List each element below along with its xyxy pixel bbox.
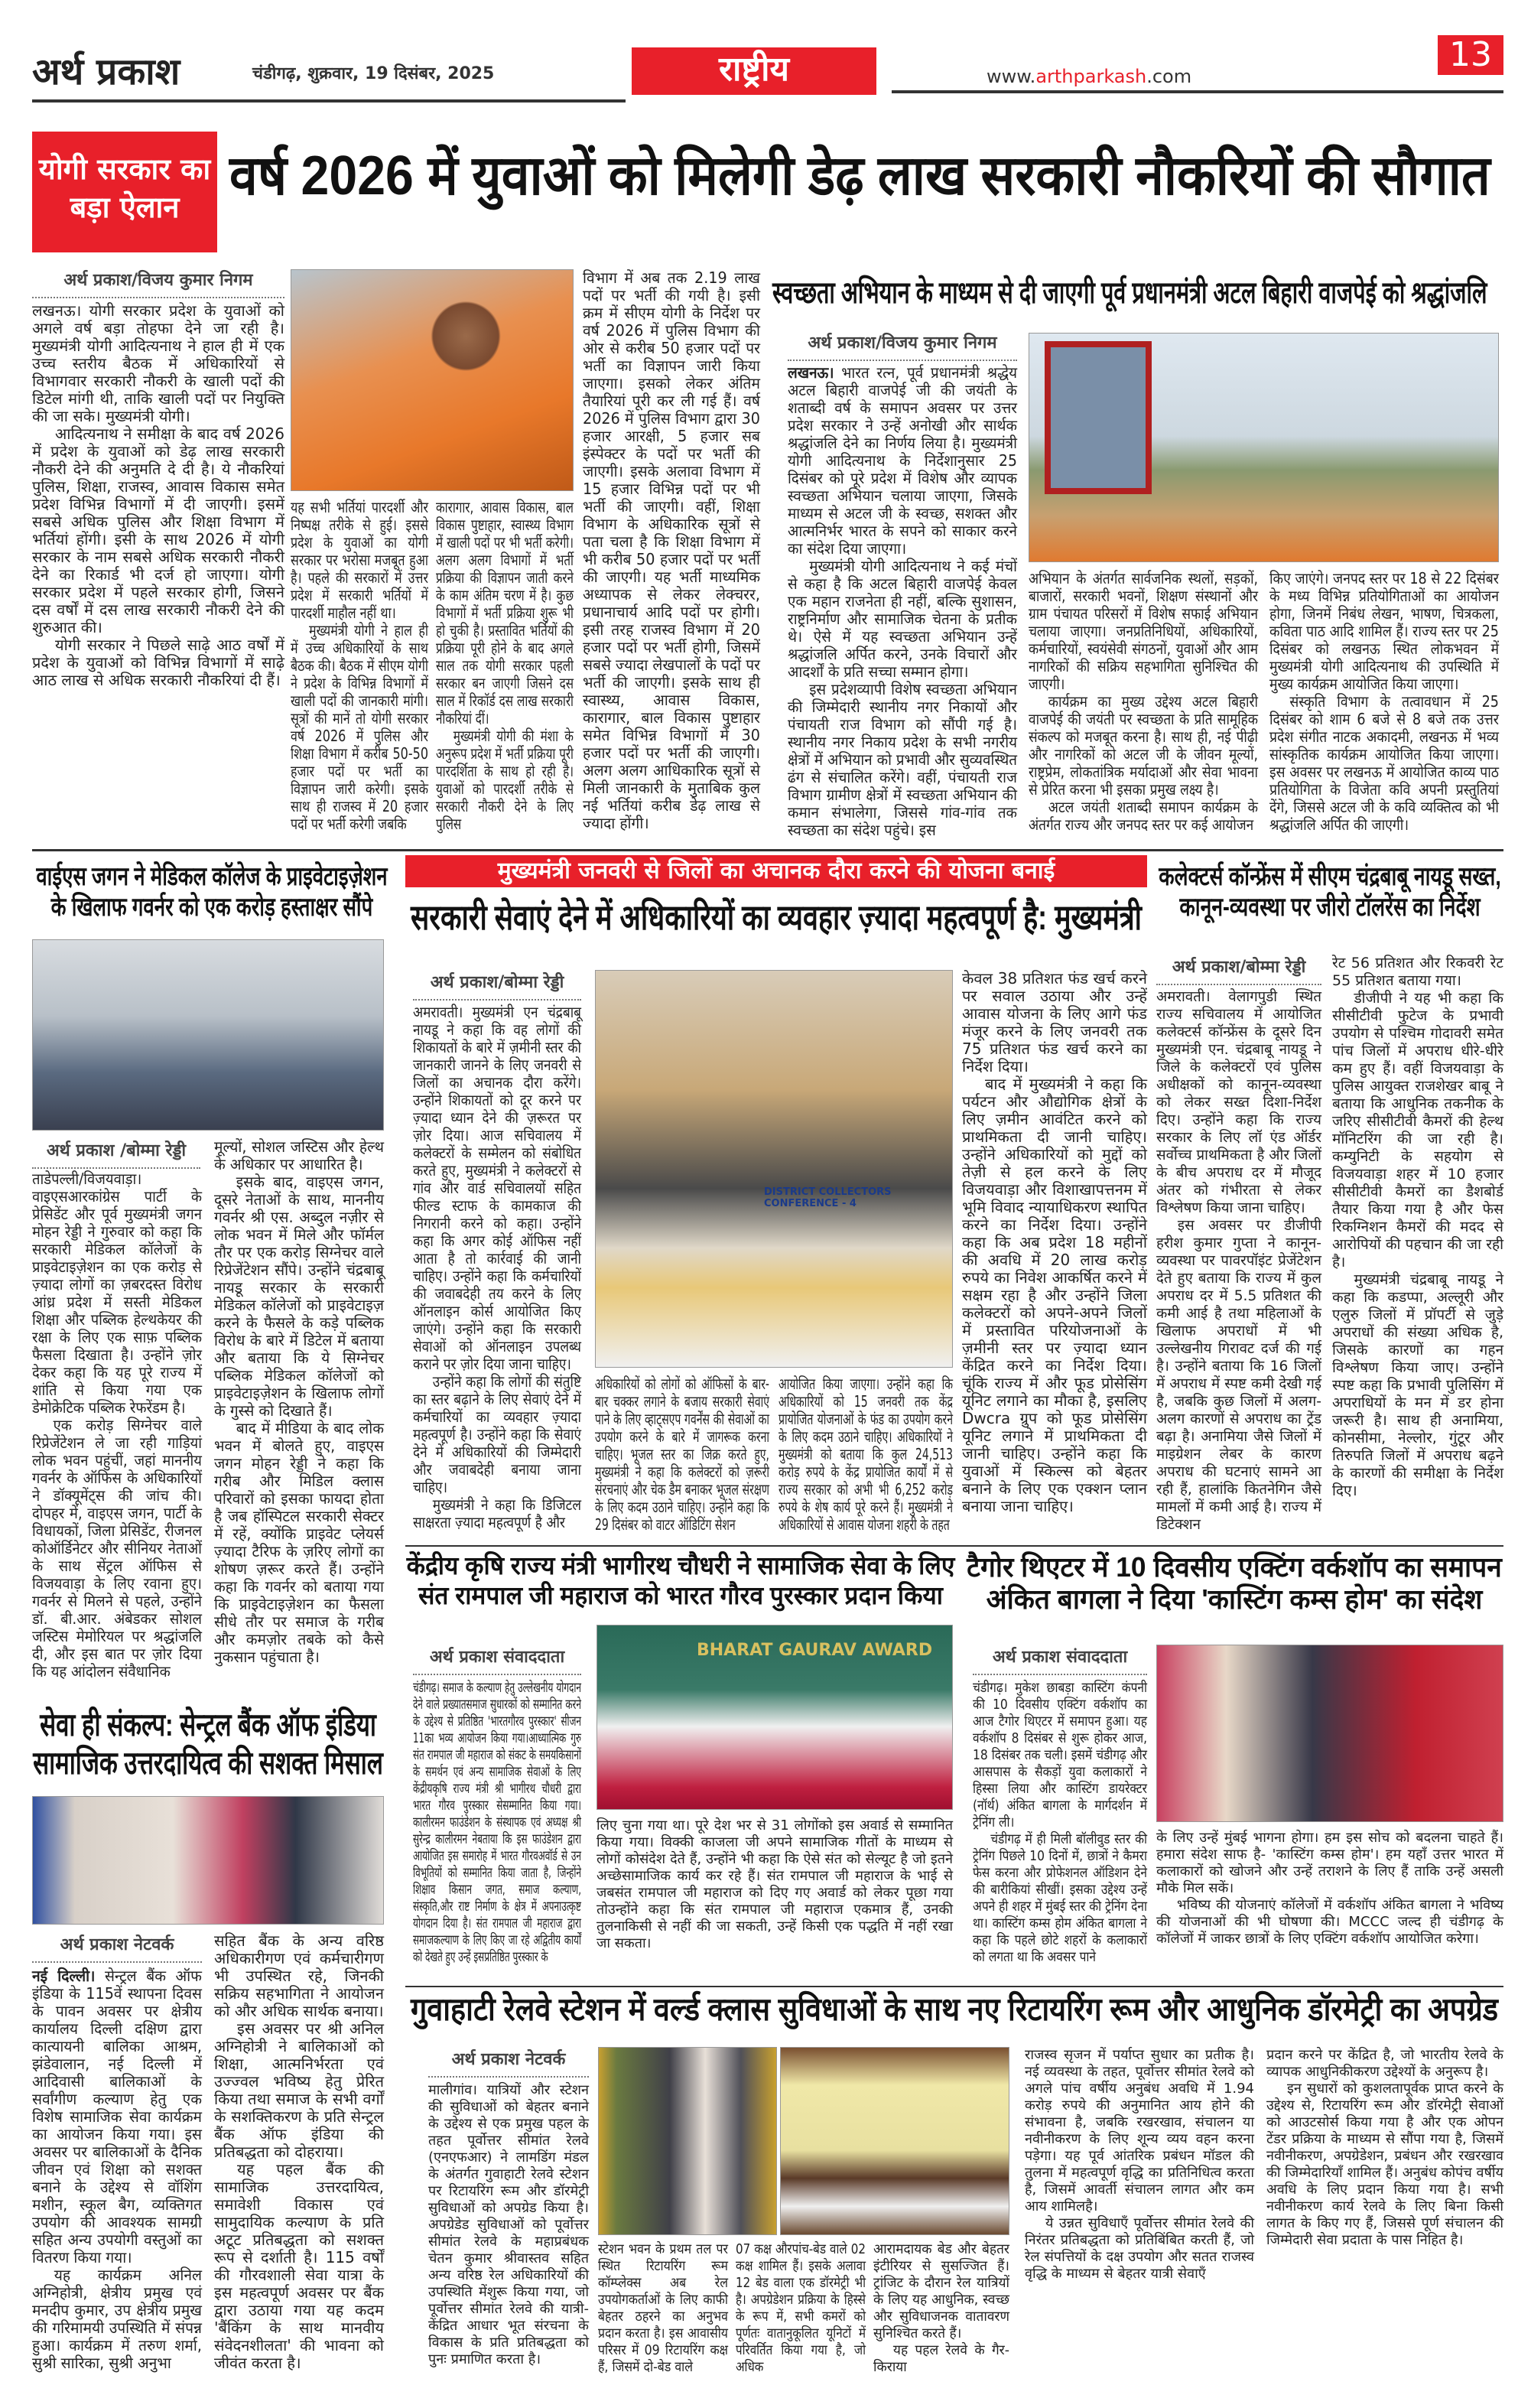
paragraph: लखनऊ। योगी सरकार प्रदेश के युवाओं को अगले वर्ष बड़ा तोहफा देने जा रही है। मुख्यमंत्री योगी आदित्यनाथ ने हाल ही में एक उच्च स्तरीय बैठक में अधिकारियों से विभागवार सरकारी नौकरी के खाली पदों की डिटेल मांगी थी, ताकि खाली पदों पर नियुक्ति की जा सके। मुख्यमंत्री योगी।	[32, 301, 284, 425]
lower-divider	[405, 1545, 1503, 1547]
paragraph: मुख्यमंत्री ने कहा कि डिजिटल साक्षरता ज़्यादा महत्वपूर्ण है और	[413, 1495, 581, 1531]
atal-byline: अर्थ प्रकाश/विजय कुमार निगम	[788, 330, 1017, 361]
naidu-headline: सरकारी सेवाएं देने में अधिकारियों का व्यवहार ज़्यादा महत्वपूर्ण है: मुख्यमंत्री	[411, 897, 1142, 937]
workshop-photo	[1156, 1645, 1503, 1822]
paragraph: इस अवसर पर श्री अनिल अग्निहोत्री ने बालिकाओं को शिक्षा, आत्मनिर्भरता एवं उज्ज्वल भविष्य हेतु प्रेरित किया तथा समाज के सभी वर्गों के सशक्तिकरण के प्रति सेन्ट्रल बैंक ऑफ इंडिया की प्रतिबद्धता को दोहराया।	[214, 2019, 384, 2161]
url-brand: arthparkash	[1035, 66, 1147, 87]
page-number: 13	[1438, 35, 1503, 75]
paragraph: बाद में मुख्यमंत्री ने कहा कि पर्यटन और औद्योगिक क्षेत्रों के लिए ज़मीन आवंटित करने को प्राथमिकता दी जानी चाहिए। उन्होंने अधिकारियों को मुद्दों को तेज़ी से हल करने के लिए विजयवाड़ा और विशाखापत्तनम में भूमि विवाद न्यायाधिकरण स्थापित करने का निर्देश दिया। उन्होंने कहा कि अब प्रदेश 18 महीनों की अवधि में 20 लाख करोड़ रुपये का निवेश आकर्षित करने में सक्षम रहा है और उन्होंने जिला कलेक्टरों को अपने-अपने जिलों में प्रस्तावित परियोजनाओं के ज़मीनी स्तर पर ज़्यादा ध्यान केंद्रित करने का निर्देश दिया। चूंकि राज्य में और फूड प्रोसेसिंग यूनिट लगाने का मौका है, इसलिए Dwcra ग्रुप को फूड प्रोसेसिंग यूनिट लगाने में प्राथमिकता दी जानी चाहिए। उन्होंने कहा कि युवाओं में स्किल्स को बेहतर बनाने के लिए एक एक्शन प्लान बनाया जाना चाहिए।	[962, 1075, 1147, 1515]
paragraph: चंडीगढ़ में ही मिली बॉलीवुड स्तर की ट्रेनिंग पिछले 10 दिनों में, छात्रों ने कैमरा फेस करना और प्रोफेशनल ऑडिशन देने की बारीकियां सीखीं। इसका उद्देश्य उन्हें अपने ही शहर में मुंबई स्तर की ट्रेनिंग देना था। कास्टिंग कम्स होम अंकित बागला ने कहा कि पहले छोटे शहरों के कलाकारों को लगता था कि अवसर पाने	[973, 1831, 1147, 1965]
paragraph: आयोजित किया जाएगा। उन्होंने कहा कि अधिकारियों को 15 जनवरी तक केंद्र प्रायोजित योजनाओं के फंड का उपयोग करने के लिए कदम उठाने चाहिए। अधिकारियों ने मुख्यमंत्री को बताया कि कुल 24,513 करोड़ रुपये के केंद्र प्रायोजित कार्यों में से राज्य सरकार को अभी भी 6,252 करोड़ रुपये के शेष कार्य पूरे करने हैं। मुख्यमंत्री ने अधिकारियों से आवास योजना शहरी के तहत	[779, 1375, 953, 1534]
header-rule-right	[892, 90, 1503, 93]
paragraph-text: भारत रत्न, पूर्व प्रधानमंत्री श्रद्धेय अटल बिहारी वाजपेई जी की जयंती के शताब्दी वर्ष के समापन अवसर पर उत्तर प्रदेश सरकार ने उन्हें अनोखी और सार्थक श्रद्धांजलि देने का निर्णय लिया है। मुख्यमंत्री योगी आदित्यनाथ के निर्देशानुसार 25 दिसंबर को पूरे प्रदेश में विशेष और व्यापक स्वच्छता अभियान चलाया जाएगा, जिसके माध्यम से अटल जी के स्वच्छ, सशक्त और आत्मनिर्भर भारत के सपने को साकार करने का संदेश दिया जाएगा।	[788, 363, 1017, 558]
naidu-column-2	[595, 1375, 769, 1539]
atal-tribute-photo	[1029, 333, 1499, 562]
lead-label: योगी सरकार का बड़ा ऐलान	[32, 132, 217, 252]
krishi-headline: केंद्रीय कृषि राज्य मंत्री भागीरथ चौधरी ने सामाजिक सेवा के लिए संत रामपाल जी महाराज को भारत गौरव पुरस्कार प्रदान किया	[406, 1551, 955, 1609]
jagan-column-1	[32, 1170, 202, 1690]
naidu-column-4	[962, 970, 1147, 1539]
paragraph: मुख्यमंत्री योगी आदित्यनाथ ने कई मंचों से कहा है कि अटल बिहारी वाजपेई केवल एक महान राजनेता ही नहीं, बल्कि सुशासन, राष्ट्रनिर्माण और सामाजिक चेतना के प्रतीक थे। ऐसे में यह स्वच्छता अभियान उन्हें श्रद्धांजलि अर्पित करने, उनके विचारों और आदर्शों के प्रति सच्चा सम्मान होगा।	[788, 557, 1017, 681]
paragraph: इस अवसर पर डीजीपी हरीश कुमार गुप्ता ने कानून-व्यवस्था पर पावरपॉइंट प्रेजेंटेशन देते हुए बताया कि राज्य में कुल अपराध दर में 5.5 प्रतिशत की कमी आई है तथा महिलाओं के खिलाफ अपराधों में भी उल्लेखनीय गिरावट दर्ज की गई है। उन्होंने बताया कि 16 जिलों में अपराध में स्पष्ट कमी देखी गई है, जबकि कुछ जिलों में अलग-अलग कारणों से अपराध का ट्रेंड बढ़ा है। अनामिया जैसे जिलों में माइग्रेशन लेबर के कारण अपराध की घटनाएं सामने आ रही हैं, हालांकि कितनेगिन जैसे मामलों में कमी आई है। राज्य में डिटेक्शन	[1156, 1217, 1321, 1533]
collectors-byline: अर्थ प्रकाश/बोम्मा रेड्डी	[1156, 955, 1321, 985]
award-photo	[596, 1625, 953, 1810]
bank-photo	[32, 1796, 384, 1925]
railway-column-4	[873, 2241, 1009, 2380]
section-divider	[32, 849, 1503, 851]
paragraph: यह पहल रेलवे के गैर-किराया	[873, 2342, 1009, 2375]
photo-banner: DISTRICT COLLECTORS CONFERENCE - 4	[764, 1186, 892, 1209]
paragraph: कारागार, आवास विकास, बाल विकास पुष्टाहार, स्वास्थ्य विभाग में खाली पदों पर भी भर्ती करेगी। अलग अलग विभागों में भर्ती प्रक्रिया की विज्ञापन जाती करने के काम अंतिम चरण में है। कुछ विभागों में भर्ती प्रक्रिया शुरू भी हो चुकी है। प्रस्तावित भर्तियों की प्रक्रिया पूरी होने के बाद अगले साल तक योगी सरकार पहली सरकार बन जाएगी जिसने दस साल में रिकॉर्ड दस लाख सरकारी नौकरियां दीं।	[436, 498, 574, 727]
tagore-byline: अर्थ प्रकाश संवाददाता	[973, 1645, 1147, 1675]
jagan-headline: वाईएस जगन ने मेडिकल कॉलेज के प्राइवेटाइज़ेशन के खिलाफ गवर्नर को एक करोड़ हस्ताक्षर सौंपे	[36, 862, 388, 923]
paragraph: मुख्यमंत्री योगी की मंशा के अनुरूप प्रदेश में भर्ती प्रक्रिया पूरी पारदर्शिता के साथ हो रही है। युवाओं को पारदर्शी तरीके से सरकारी नौकरी देने के लिए पुलिस	[436, 727, 574, 833]
bank-column-2	[214, 1932, 384, 2380]
masthead-logo: अर्थ प्रकाश	[32, 50, 180, 93]
paragraph-text: सेन्ट्रल बैंक ऑफ इंडिया के 115वें स्थापना दिवस के पावन अवसर पर क्षेत्रीय कार्यालय दिल्ली दक्षिण द्वारा कात्यायनी बालिका आश्रम, झंडेवालान, नई दिल्ली में आदिवासी बालिकाओं के सर्वांगीण कल्याण हेतु एक विशेष सामाजिक सेवा कार्यक्रम का आयोजन किया गया। इस अवसर पर बालिकाओं के दैनिक जीवन एवं शिक्षा को सशक्त बनाने के उद्देश्य से वॉशिंग मशीन, स्कूल बैग, व्यक्तिगत उपयोग की आवश्यक सामग्री सहित अन्य उपयोगी वस्तुओं का वितरण किया गया।	[32, 1967, 202, 2266]
paragraph: मुख्यमंत्री योगी ने हाल ही में उच्च अधिकारियों के साथ बैठक की। बैठक में सीएम योगी ने प्रदेश के विभिन्न विभागों में खाली पदों की जानकारी मांगी। सूत्रों की मानें तो योगी सरकार वर्ष 2026 में पुलिस और शिक्षा विभाग में करीब 50-50 हजार पदों पर भर्ती का विज्ञापन जारी करेगी। इसके साथ ही राजस्व में 20 हजार पदों पर भर्ती करेगी जबकि	[291, 621, 428, 833]
lead-column-2	[291, 499, 428, 843]
lead-column-3	[436, 499, 574, 843]
railway-column-1	[428, 2082, 589, 2380]
dormitory-photo	[780, 2047, 1009, 2235]
atal-column-3	[1269, 570, 1499, 843]
paragraph: अधिकारियों को लोगों को ऑफिसों के बार-बार चक्कर लगाने के बजाय सरकारी सेवाएं पाने के लिए व्हाट्सएप गवर्नेंस की सेवाओं का उपयोग करने के बारे में जागरूक करना चाहिए। भूजल स्तर का जिक्र करते हुए, मुख्यमंत्री ने कहा कि कलेक्टरों को ज़रूरी संरचनाएं और चेक डैम बनाकर भूजल संरक्षण के लिए कदम उठाने चाहिए। उन्होंने कहा कि 29 दिसंबर को वाटर ऑडिटिंग सेशन	[595, 1375, 769, 1534]
paragraph: इन सुधारों को कुशलतापूर्वक प्राप्त करने के उद्देश्य से, रिटायरिंग रूम और डॉरमेट्री सेवाओं को आउटसोर्स किया गया है और एक ओपन टेंडर प्रक्रिया के माध्यम से सौंपा गया है, जिसमें नवीनीकरण, अपग्रेडेशन, प्रबंधन और रखरखाव की जिम्मेदारियाँ शामिल हैं। अनुबंध कोपंच वर्षीय अवधि के लिए प्रदान किया गया है। सभी नवीनीकरण कार्य रेलवे के लिए बिना किसी लागत के किए गए हैं, जिससे पूर्ण संचालन की जिम्मेदारी सेवा प्रदाता के पास निहित है।	[1266, 2081, 1503, 2248]
railway-byline: अर्थ प्रकाश नेटवर्क	[428, 2047, 589, 2078]
krishi-column-1	[413, 1680, 581, 1980]
paragraph: यह कार्यक्रम अनिल अग्निहोत्री, क्षेत्रीय प्रमुख एवं मनदीप कुमार, उप क्षेत्रीय प्रमुख की गरिमामयी उपस्थिति में संपन्न हुआ। कार्यक्रम में तरुण शर्मा, सुश्री सारिका, सुश्री अनुभा	[32, 2266, 202, 2372]
header-rule-left	[32, 99, 626, 103]
paragraph: प्रदान करने पर केंद्रित है, जो भारतीय रेलवे के व्यापक आधुनिकीकरण उद्देश्यों के अनुरूप है।	[1266, 2047, 1503, 2080]
paragraph: अटल जयंती शताब्दी समापन कार्यक्रम के अंतर्गत राज्य और जनपद स्तर पर कई आयोजन	[1029, 798, 1258, 834]
paragraph: अमरावती। मुख्यमंत्री एन चंद्रबाबू नायडू ने कहा कि वह लोगों की शिकायतों के बारे में ज़मीनी स्तर की जानकारी जानने के लिए जनवरी से जिलों का अचानक दौरा करेंगे। उन्होंने शिकायतों को दूर करने पर ज़्यादा ध्यान देने की ज़रूरत पर ज़ोर दिया। आज सचिवालय में कलेक्टरों के सम्मेलन को संबोधित करते हुए, मुख्यमंत्री ने कलेक्टरों से गांव और वार्ड सचिवालयों सहित फील्ड स्टाफ के कामकाज की निगरानी करने को कहा। उन्होंने कहा कि अगर कोई ऑफिस नहीं आता है तो कार्रवाई की जानी चाहिए। उन्होंने कहा कि कर्मचारियों की जवाबदेही तय करने के लिए ऑनलाइन कोर्स आयोजित किए जाएंगे। उन्होंने कहा कि सरकारी सेवाओं को ऑनलाइन उपलब्ध कराने पर ज़ोर दिया जाना चाहिए।	[413, 1003, 581, 1373]
paragraph: कार्यक्रम का मुख्य उद्देश्य अटल बिहारी वाजपेई की जयंती पर स्वच्छता के प्रति सामूहिक संकल्प को मजबूत करना है। साथ ही, नई पीढ़ी और नागरिकों को अटल जी के जीवन मूल्यों, राष्ट्रप्रेम, लोकतांत्रिक मर्यादाओं और सेवा भावना से प्रेरित करना भी इसका प्रमुख लक्ष्य है।	[1029, 692, 1258, 799]
paragraph	[32, 1967, 202, 2266]
paragraph: रेट 56 प्रतिशत और रिकवरी रेट 55 प्रतिशत बताया गया।	[1332, 955, 1503, 989]
tagore-column-2	[1156, 1830, 1503, 1980]
paragraph: विभाग में अब तक 2.19 लाख पदों पर भर्ती की गयी है। इसी क्रम में सीएम योगी के निर्देश पर वर्ष 2026 में पुलिस विभाग की ओर से करीब 50 हजार पदों पर भर्ती का विज्ञापन जारी किया जाएगा। इसको लेकर अंतिम तैयारियां पूरी कर ली गई हैं। वर्ष 2026 में पुलिस विभाग द्वारा 30 हजार आरक्षी, 5 हजार सब इंस्पेक्टर के पदों पर भर्ती की जाएगी। इसके अलावा विभाग में 15 हजार विभिन्न पदों पर भी भर्ती की जाएगी। वहीं, शिक्षा विभाग के अधिकारिक सूत्रों से पता चला है कि शिक्षा विभाग में भी करीब 50 हजार पदों पर भर्ती की जाएगी। यह भर्ती माध्यमिक अध्यापक से लेकर लेक्चरर, प्रधानाचार्य आदि पदों पर होगी। इसी तरह राजस्व विभाग में 20 हजार पदों पर भर्ती होगी, जिसमें सबसे ज्यादा लेखपालों के पदों पर भर्ती की जाएगी। इसके साथ ही स्वास्थ्य, आवास विकास, कारागार, बाल विकास पुष्टाहार समेत विभिन्न विभागों में 30 हजार पदों पर भर्ती की जाएगी। अलग अलग आधिकारिक सूत्रों से मिली जानकारी के मुताबिक कुल नई भर्तियां करीब डेढ़ लाख से ज्यादा होंगी।	[583, 268, 760, 832]
url-suffix: .com	[1146, 66, 1192, 87]
bottom-divider	[405, 1986, 1503, 1987]
atal-column-2	[1029, 570, 1258, 843]
paragraph: ये उन्नत सुविधाएँ पूर्वोत्तर सीमांत रेलवे की निरंतर प्रतिबद्धता को प्रतिबिंबित करती हैं, जो रेल संपत्तियों के दक्ष उपयोग और सतत राजस्व वृद्धि के माध्यम से बेहतर यात्री सेवाएँ	[1025, 2215, 1254, 2282]
paragraph: भविष्य की योजनाएं कॉलेजों में वर्कशॉप अंकित बागला ने भविष्य की योजनाओं की भी घोषणा की। MCCC जल्द ही चंडीगढ़ के कॉलेजों में जाकर छात्रों के लिए एक्टिंग वर्कशॉप आयोजित करेगा।	[1156, 1897, 1503, 1947]
paragraph: केवल 38 प्रतिशत फंड खर्च करने पर सवाल उठाया और उन्हें आवास योजना के लिए आगे फंड मंजूर करने के लिए जनवरी तक 75 प्रतिशत फंड खर्च करने का निर्देश दिया।	[962, 969, 1147, 1075]
atal-headline: स्वच्छता अभियान के माध्यम से दी जाएगी पूर्व प्रधानमंत्री अटल बिहारी वाजपेई को श्रद्धांजलि	[772, 276, 1487, 310]
paragraph: ताडेपल्ली/विजयवाड़ा। वाइएसआरकांग्रेस पार्टी के प्रेसिडेंट और पूर्व मुख्यमंत्री जगन मोहन रेड्डी ने गुरुवार को कहा कि सरकारी मेडिकल कॉलेजों के प्राइवेटाइज़ेशन का एक करोड़ से ज़्यादा लोगों का ज़बरदस्त विरोध आंध्र प्रदेश में सस्ती मेडिकल शिक्षा और पब्लिक हेल्थकेयर की रक्षा के लिए एक साफ़ पब्लिक फैसला दिखाता है। उन्होंने ज़ोर देकर कहा कि यह पूरे राज्य में शांति से किया गया एक डेमोक्रेटिक पब्लिक रेफरेंडम है।	[32, 1170, 202, 1417]
url-prefix: www.	[987, 66, 1036, 87]
jagan-column-2	[214, 1138, 384, 1690]
lead-column-4	[583, 269, 760, 843]
paragraph: के लिए उन्हें मुंबई भागना होगा। हम इस सोच को बदलना चाहते हैं। हमारा संदेश साफ है- 'कास्टिंग कम्स होम'। हम यहाँ उत्तर भारत में कलाकारों को खोजने और उन्हें तराशने के लिए हैं ताकि उन्हें असली मौके मिल सकें।	[1156, 1830, 1503, 1896]
paragraph: योगी सरकार ने पिछले साढ़े आठ वर्षों में प्रदेश के युवाओं को विभिन्न विभागों में साढ़े आठ लाख से अधिक सरकारी नौकरियां दी हैं।	[32, 636, 284, 689]
paragraph: डीजीपी ने यह भी कहा कि सीसीटीवी फुटेज के प्रभावी उपयोग से पश्चिम गोदावरी समेत पांच जिलों में अपराध धीरे-धीरे कम हुए हैं। वहीं विजयवाड़ा के पुलिस आयुक्त राजशेखर बाबू ने बताया कि आधुनिक तकनीक के जरिए सीसीटीवी कैमरों की हेल्थ मॉनिटरिंग की जा रही है। कम्युनिटी के सहयोग से विजयवाड़ा शहर में 10 हजार सीसीटीवी कैमरों का डैशबोर्ड तैयार किया गया है और फेस रिकग्निशन कैमरों की मदद से आरोपियों की पहचान की जा रही है।	[1332, 990, 1503, 1271]
paragraph: उन्होंने कहा कि लोगों की संतुष्टि का स्तर बढ़ाने के लिए सेवाएं देने में कर्मचारियों का व्यवहार ज़्यादा महत्वपूर्ण है। उन्होंने कहा कि सेवाएं देने में अधिकारियों की जिम्मेदारी और जवाबदेही बनाया जाना चाहिए।	[413, 1372, 581, 1496]
paragraph: अभियान के अंतर्गत सार्वजनिक स्थलों, सड़कों, बाजारों, सरकारी भवनों, शिक्षण संस्थानों और ग्राम पंचायत परिसरों में विशेष सफाई अभियान चलाया जाएगा। जनप्रतिनिधियों, अधिकारियों, कर्मचारियों, स्वयंसेवी संगठनों, युवाओं और आम नागरिकों की सक्रिय सहभागिता सुनिश्चित की जाएगी।	[1029, 569, 1258, 693]
railway-column-2	[598, 2241, 728, 2380]
jagan-photo	[32, 939, 384, 1131]
jagan-byline: अर्थ प्रकाश /बोम्मा रेड्डी	[32, 1138, 200, 1169]
paragraph: 07 कक्ष औरपांच-बेड वाले 02 कक्ष शामिल हैं। इसके अलावा 12 बेड वाला एक डॉरमेट्री भी है। अपग्रेडेशन प्रक्रिया के हिस्से के रूप में, सभी कमरों को पूर्णतः वातानुकूलित यूनिटों में परिवर्तित किया गया है, जो अधिक	[736, 2241, 866, 2375]
paragraph: अमरावती। वेलागपुडी स्थित राज्य सचिवालय में आयोजित कलेक्टर्स कॉन्फ्रेंस के दूसरे दिन मुख्यमंत्री एन. चंद्रबाबू नायडू ने जिले के कलेक्टरों एवं पुलिस अधीक्षकों को कानून-व्यवस्था को लेकर सख्त दिशा-निर्देश दिए। उन्होंने कहा कि राज्य सरकार के लिए लॉ एंड ऑर्डर सर्वोच्च प्राथमिकता है और जिलों के बीच अपराध दर में मौजूद अंतर को गंभीरता से लेकर विश्लेषण किया जाना चाहिए।	[1156, 988, 1321, 1216]
dateline: चंडीगढ़, शुक्रवार, 19 दिसंबर, 2025	[252, 64, 495, 83]
paragraph: एक करोड़ सिग्नेचर वाले रिप्रेजेंटेशन ले जा रही गाड़ियां लोक भवन पहुंचीं, जहां माननीय गवर्नर के ऑफिस के अधिकारियों ने डॉक्यूमेंट्स की जांच की। दोपहर में, वाइएस जगन, पार्टी के विधायकों, जिला प्रेसिडेंट, रीजनल कोऑर्डिनेटर और सीनियर नेताओं के साथ सेंट्रल ऑफिस से विजयवाड़ा के लिए रवाना हुए। गवर्नर से मिलने से पहले, उन्होंने डॉ. बी.आर. अंबेडकर सोशल जस्टिस मेमोरियल पर श्रद्धांजलि दी, और इस बात पर ज़ोर दिया कि यह आंदोलन संवैधानिक	[32, 1416, 202, 1681]
paragraph: राजस्व सृजन में पर्याप्त सुधार का प्रतीक है। नई व्यवस्था के तहत, पूर्वोत्तर सीमांत रेलवे को अगले पांच वर्षीय अनुबंध अवधि में 1.94 करोड़ रुपये की अनुमानित आय होने की संभावना है, जबकि रखरखाव, संचालन या नवीनीकरण के लिए शून्य व्यय वहन करना पड़ेगा। यह पूर्व आंतरिक प्रबंधन मॉडल की तुलना में महत्वपूर्ण वृद्धि का प्रतिनिधित्व करता है, जिसमें आवर्ती संचालन लागत और कम आय शामिलहै।	[1025, 2047, 1254, 2214]
railway-headline: गुवाहाटी रेलवे स्टेशन में वर्ल्ड क्लास सुविधाओं के साथ नए रिटायरिंग रूम और आधुनिक डॉरमेट्री का अपग्रेड	[410, 1991, 1499, 2027]
krishi-column-2	[596, 1817, 953, 1980]
bank-column-1	[32, 1967, 202, 2380]
paragraph: चंडीगढ़। मुकेश छाबड़ा कास्टिंग कंपनी की 10 दिवसीय एक्टिंग वर्कशॉप का आज टैगोर थिएटर में समापन हुआ। यह वर्कशॉप 8 दिसंबर से शुरू होकर आज, 18 दिसंबर तक चली। इसमें चंडीगढ़ और आसपास के सैकड़ों युवा कलाकारों ने हिस्सा लिया और कास्टिंग डायरेक्टर (नॉर्थ) अंकित बागला के मार्गदर्शन में ट्रेनिंग ली।	[973, 1680, 1147, 1830]
paragraph: मालीगांव। यात्रियों और स्टेशन की सुविधाओं को बेहतर बनाने के उद्देश्य से एक प्रमुख पहल के तहत पूर्वोत्तर सीमांत रेलवे (एनएफआर) ने लामडिंग मंडल के अंतर्गत गुवाहाटी रेलवे स्टेशन पर रिटायरिंग रूम और डॉरमेट्री सुविधाओं को अपग्रेड किया है। अपग्रेडेड सुविधाओं को पूर्वोत्तर सीमांत रेलवे के महाप्रबंधक चेतन कुमार श्रीवास्तव सहित अन्य वरिष्ठ रेल अधिकारियों की उपस्थिति मेंशुरू किया गया, जो पूर्वोत्तर सीमांत रेलवे की यात्री-केंद्रित आधार भूत संरचना के विकास के प्रति प्रतिबद्धता को पुनः प्रमाणित करता है।	[428, 2082, 589, 2367]
paragraph: सहित बैंक के अन्य वरिष्ठ अधिकारीगण एवं कर्मचारीगण भी उपस्थित रहे, जिनकी सक्रिय सहभागिता ने आयोजन को और अधिक सार्थक बनाया।	[214, 1931, 384, 2020]
paragraph: मूल्यों, सोशल जस्टिस और हेल्थ के अधिकार पर आधारित है।	[214, 1137, 384, 1173]
naidu-conference-photo	[595, 970, 953, 1368]
paragraph: मुख्यमंत्री चंद्रबाबू नायडू ने कहा कि कडप्पा, अल्लूरी और एलुरु जिलों में प्रॉपर्टी से जुड़े अपराधों की संख्या अधिक है, जिसके कारणों का गहन विश्लेषण किया जाए। उन्होंने स्पष्ट कहा कि प्रभावी पुलिसिंग में अपराधियों के मन में डर होना जरूरी है। साथ ही अनामिया, कोनसीमा, नेल्लोर, गुंटूर और तिरुपति जिलों में अपराध बढ़ने के कारणों की समीक्षा के निर्देश दिए।	[1332, 1271, 1503, 1499]
tagore-column-1	[973, 1680, 1147, 1980]
paragraph: बाद में मीडिया के बाद लोक भवन में बोलते हुए, वाइएस जगन मोहन रेड्डी ने कहा कि गरीब और मिडिल क्लास परिवारों को इसका फायदा होता है जब हॉस्पिटल सरकारी सेक्टर में रहें, क्योंकि प्राइवेट प्लेयर्स ज़्यादा टैरिफ के ज़रिए लोगों का शोषण ज़रूर करते हैं। उन्होंने कहा कि गवर्नर को बताया गया कि प्राइवेटाइज़ेशन का फैसला सीधे तौर पर समाज के गरीब और कमज़ोर तबके को कैसे नुकसान पहुंचाता है।	[214, 1419, 384, 1666]
railway-column-6	[1266, 2047, 1503, 2380]
section-label: राष्ट्रीय	[632, 47, 876, 95]
lead-byline: अर्थ प्रकाश/विजय कुमार निगम	[32, 268, 284, 298]
collectors-column-2	[1332, 955, 1503, 1539]
paragraph: संस्कृति विभाग के तत्वावधान में 25 दिसंबर को शाम 6 बजे से 8 बजे तक उत्तर प्रदेश संगीत नाटक अकादमी, लखनऊ में भव्य सांस्कृतिक कार्यक्रम आयोजित किया जाएगा। इस अवसर पर लखनऊ में आयोजित काव्य पाठ प्रतियोगिता के विजेता कवि अपनी प्रस्तुतियां देंगे, जिससे अटल जी के कवि व्यक्तित्व को भी श्रद्धांजलि अर्पित की जाएगी।	[1269, 692, 1499, 834]
website-url[interactable]	[987, 66, 1191, 87]
lead-column-1	[32, 302, 284, 841]
naidu-column-1	[413, 1004, 581, 1539]
naidu-byline: अर्थ प्रकाश/बोम्मा रेड्डी	[413, 970, 581, 1001]
paragraph: आदित्यनाथ ने समीक्षा के बाद वर्ष 2026 में प्रदेश के युवाओं को डेढ़ लाख सरकारी नौकरी देने की अनुमति दे दी है। ये नौकरियां पुलिस, शिक्षा, राजस्व, आवास विकास समेत प्रदेश विभिन्न विभागों में दी जाएगी। इसमें सबसे अधिक पुलिस और शिक्षा विभाग में भर्तियां होंगी। इसी के साथ 2026 में योगी सरकार के नाम सबसे अधिक सरकारी नौकरी देने का रिकार्ड भी दर्ज हो जाएगा। योगी सरकार प्रदेश में पहले सरकार होगी, जिसने दस वर्षों में दस लाख सरकारी नौकरी देने की शुरुआत की।	[32, 425, 284, 636]
photo-banner: BHARAT GAURAV AWARD	[697, 1641, 933, 1660]
lead-headline: वर्ष 2026 में युवाओं को मिलेगी डेढ़ लाख सरकारी नौकरियों की सौगात	[229, 145, 1490, 207]
railway-column-5	[1025, 2047, 1254, 2380]
dateline-word: लखनऊ।	[788, 363, 834, 382]
tagore-headline: टैगोर थिएटर में 10 दिवसीय एक्टिंग वर्कशॉप का समापन अंकित बागला ने दिया 'कास्टिंग कम्स होम' का संदेश	[967, 1551, 1502, 1616]
paragraph: किए जाएंगे। जनपद स्तर पर 18 से 22 दिसंबर के मध्य विभिन्न प्रतियोगिताओं का आयोजन होगा, जिनमें निबंध लेखन, भाषण, चित्रकला, कविता पाठ आदि शामिल हैं। राज्य स्तर पर 25 दिसंबर को लखनऊ स्थित लोकभवन में मुख्यमंत्री योगी आदित्यनाथ की उपस्थिति में मुख्य कार्यक्रम आयोजित किया जाएगा।	[1269, 569, 1499, 693]
paragraph: इस प्रदेशव्यापी विशेष स्वच्छता अभियान की जिम्मेदारी स्थानीय नगर निकायों और पंचायती राज विभाग को सौंपी गई है। स्थानीय नगर निकाय प्रदेश के सभी नगरीय क्षेत्रों में अभियान को प्रभावी और सुव्यवस्थित ढंग से संचालित करेंगे। वहीं, पंचायती राज विभाग ग्रामीण क्षेत्रों में स्वच्छता अभियान की कमान संभालेगा, जिससे गांव-गांव तक स्वच्छता का संदेश पहुंचे। इस	[788, 680, 1017, 839]
krishi-byline: अर्थ प्रकाश संवाददाता	[413, 1645, 581, 1675]
paragraph: यह पहल बैंक की सामाजिक उत्तरदायित्व, समावेशी विकास एवं सामुदायिक कल्याण के प्रति अटूट प्रतिबद्धता को सशक्त रूप से दर्शाती है। 115 वर्षों की गौरवशाली सेवा यात्रा के इस महत्वपूर्ण अवसर पर बैंक द्वारा उठाया गया यह कदम 'बैंकिंग के साथ मानवीय संवेदनशीलता' की भावना को जीवंत करता है।	[214, 2160, 384, 2372]
bank-headline: सेवा ही संकल्प: सेन्ट्रल बैंक ऑफ इंडिया सामाजिक उत्तरदायित्व की सशक्त मिसाल	[33, 1707, 383, 1781]
naidu-kicker: मुख्यमंत्री जनवरी से जिलों का अचानक दौरा करने की योजना बनाई	[405, 855, 1147, 887]
naidu-column-3	[779, 1375, 953, 1539]
paragraph: आरामदायक बेड और बेहतर इंटीरियर से सुसज्जित हैं। ट्रांजिट के दौरान रेल यात्रियों के लिए यह आधुनिक, स्वच्छ और सुविधाजनक वातावरण सुनिश्चित करते हैं।	[873, 2241, 1009, 2341]
atal-column-1	[788, 364, 1017, 843]
collectors-column-1	[1156, 988, 1321, 1539]
bank-byline: अर्थ प्रकाश नेटवर्क	[32, 1932, 202, 1963]
ribbon-cutting-photo	[598, 2047, 777, 2235]
paragraph: स्टेशन भवन के प्रथम तल पर स्थित रिटायरिंग रूम कॉम्प्लेक्स अब रेल उपयोगकर्ताओं के लिए काफी बेहतर ठहरने का अनुभव प्रदान करता है। इस आवासीय परिसर में 09 रिटायरिंग कक्ष हैं, जिसमें दो-बेड वाले	[598, 2241, 728, 2375]
collectors-headline: कलेक्टर्स कॉन्फ्रेंस में सीएम चंद्रबाबू नायडू सख्त, कानून-व्यवस्था पर जीरो टॉलरेंस का निर्देश	[1159, 862, 1501, 923]
paragraph: लिए चुना गया था। पूरे देश भर से 31 लोगोंको इस अवार्ड से सम्मानित किया गया। विक्की काजला जी अपने सामाजिक गीतों के माध्यम से लोगों कोसंदेश देते हैं, उन्होंने भी कहा कि ऐसे संत को सेल्यूट है जो इतने अच्छेसामाजिक कार्य कर रहे हैं। संत रामपाल जी महाराज के भाई से जबसंत रामपाल जी महाराज को दिए गए अवार्ड को लेकर पूछा गया तोउन्होंने कहा कि संत रामपाल जी महाराज एकमात्र हैं, उनकी तुलनाकिसी से नहीं की जा सकती, उन्हें किसी एक पद्धति में नहीं रखा जा सकता।	[596, 1817, 953, 1951]
lead-photo	[291, 269, 574, 491]
paragraph: यह सभी भर्तियां पारदर्शी और निष्पक्ष तरीके से हुई। इससे प्रदेश के युवाओं का योगी सरकार पर भरोसा मजबूत हुआ है। पहले की सरकारों में उत्तर प्रदेश में सरकारी भर्तियों में पारदर्शी माहौल नहीं था।	[291, 498, 428, 622]
dateline-word: नई दिल्ली।	[32, 1967, 96, 1985]
paragraph: चंडीगढ़। समाज के कल्याण हेतु उल्लेखनीय योगदान देने वाले प्रख्यातसमाज सुधारकों को सम्मानित करने के उद्देश्य से प्रतिष्ठित 'भारतगौरव पुरस्कार' सीजन 11का भव्य आयोजन किया गया।आध्यात्मिक गुरु संत रामपाल जी महाराज को संकट के समयकिसानों के समर्थन एवं अन्य सामाजिक सेवाओं के लिए केंद्रीयकृषि राज्य मंत्री श्री भागीरथ चौधरी द्वारा भारत गौरव पुरस्कार सेसम्मानित किया गया। कालीरमन फाउंडेशन के संस्थापक एवं अध्यक्ष श्री सुरेन्द्र कालीरमन नेबताया कि इस फाउंडेशन द्वारा आयोजित इस समारोह में भारत गौरवअवॉर्ड से उन विभूतियों को सम्मानित किया जाता है, जिन्होंने शिक्षाव किसान जगत, समाज कल्याण, संस्कृति,और राष्ट निर्माण के क्षेत्र में अपनाउत्कृष्ट योगदान दिया है। संत रामपाल जी महाराज द्वारा समाजकल्याण के लिए किए जा रहे अद्वितीय कार्यों को देखते हुए उन्हें इसप्रतिष्ठित पुरस्कार के	[413, 1680, 581, 1965]
portrait-frame	[1045, 341, 1152, 494]
paragraph	[788, 364, 1017, 558]
railway-column-3	[736, 2241, 866, 2380]
paragraph: इसके बाद, वाइएस जगन, दूसरे नेताओं के साथ, माननीय गवर्नर श्री एस. अब्दुल नज़ीर से लोक भवन में मिले और फॉर्मल तौर पर एक करोड़ सिग्नेचर वाले रिप्रेजेंटेशन सौंपे। उन्होंने चंद्रबाबू नायडू सरकार के सरकारी मेडिकल कॉलेजों को प्राइवेटाइज़ करने के फैसले के कड़े पब्लिक विरोध के बारे में डिटेल में बताया और बताया कि ये सिग्नेचर पब्लिक मेडिकल कॉलेजों को प्राइवेटाइज़ेशन के खिलाफ लोगों के गुस्से को दिखाते हैं।	[214, 1173, 384, 1420]
